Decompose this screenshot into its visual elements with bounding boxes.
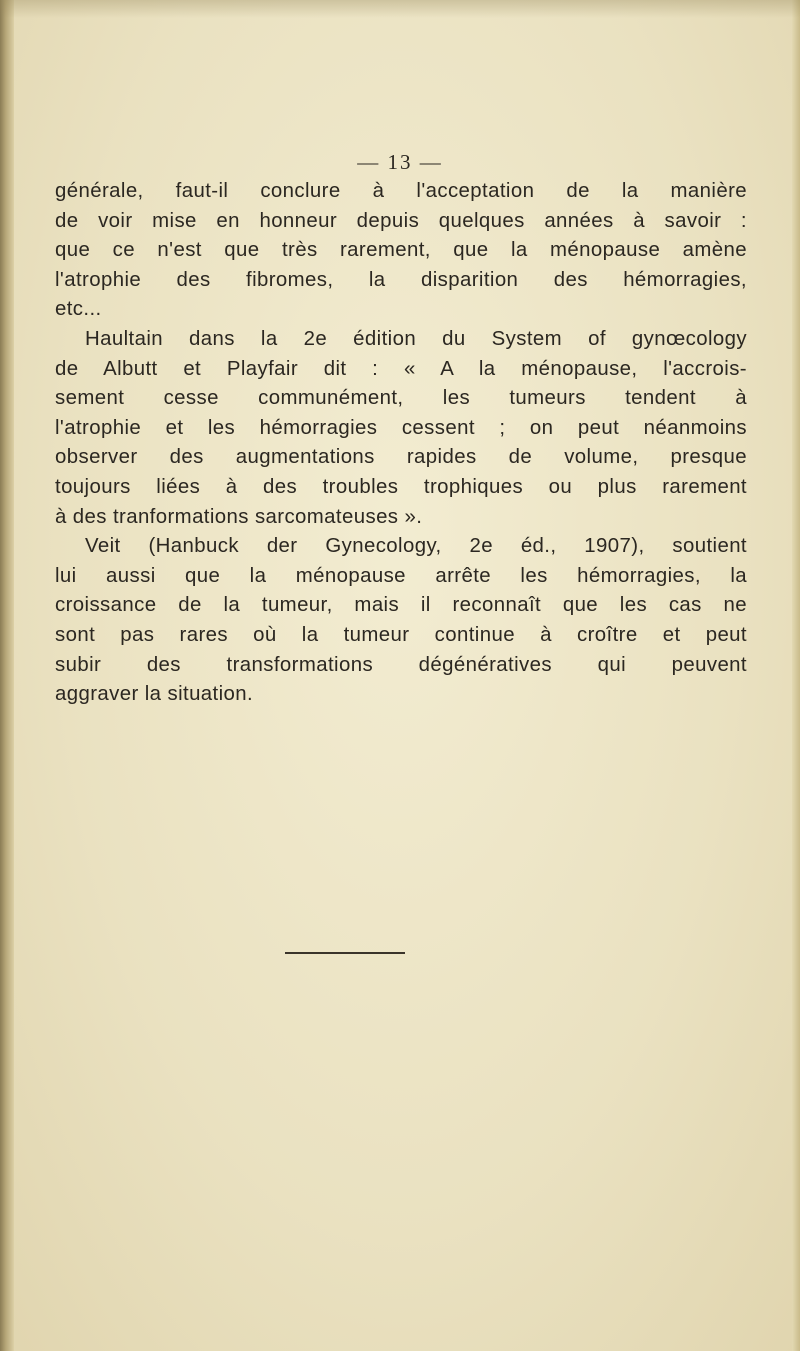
page-right-edge <box>792 0 800 1351</box>
paragraph-1 <box>55 177 747 325</box>
text-line: de voir mise en honneur depuis quelques années à savoir : <box>55 209 747 232</box>
text-line: observer des augmentations rapides de volume, presque <box>55 446 747 469</box>
text-line: l'atrophie et les hémorragies cessent ; on peut néanmoins <box>55 416 747 439</box>
text-line: sement cesse communément, les tumeurs tendent à <box>55 387 747 410</box>
page-top-shade <box>0 0 800 18</box>
text-line: à des tranformations sarcomateuses ». <box>55 505 423 528</box>
paragraph-2 <box>55 325 747 532</box>
text-line: etc... <box>55 298 102 321</box>
body-text <box>55 177 747 710</box>
text-line: subir des transformations dégénératives qui peuvent <box>55 653 747 676</box>
section-divider-rule <box>285 952 405 954</box>
text-line: lui aussi que la ménopause arrête les hémorragies, la <box>55 564 747 587</box>
text-line: de Albutt et Playfair dit : « A la ménopause, l'accrois- <box>55 357 747 380</box>
text-line: générale, faut-il conclure à l'acceptation de la manière <box>55 180 747 202</box>
text-line: Veit (Hanbuck der Gynecology, 2e éd., 1907), soutient <box>85 535 747 558</box>
page-number: — 13 — <box>357 150 443 174</box>
text-line: l'atrophie des fibromes, la disparition des hémorragies, <box>55 268 747 291</box>
text-line: toujours liées à des troubles trophiques ou plus rarement <box>55 475 747 498</box>
paragraph-3 <box>55 532 747 710</box>
page-binding-edge <box>0 0 14 1351</box>
text-line: croissance de la tumeur, mais il reconnaît que les cas ne <box>55 594 747 617</box>
text-line: aggraver la situation. <box>55 683 254 706</box>
text-line: sont pas rares où la tumeur continue à croître et peut <box>55 623 747 646</box>
text-line: que ce n'est que très rarement, que la ménopause amène <box>55 239 747 262</box>
text-line: Haultain dans la 2e édition du System of gynœcology <box>85 327 747 350</box>
